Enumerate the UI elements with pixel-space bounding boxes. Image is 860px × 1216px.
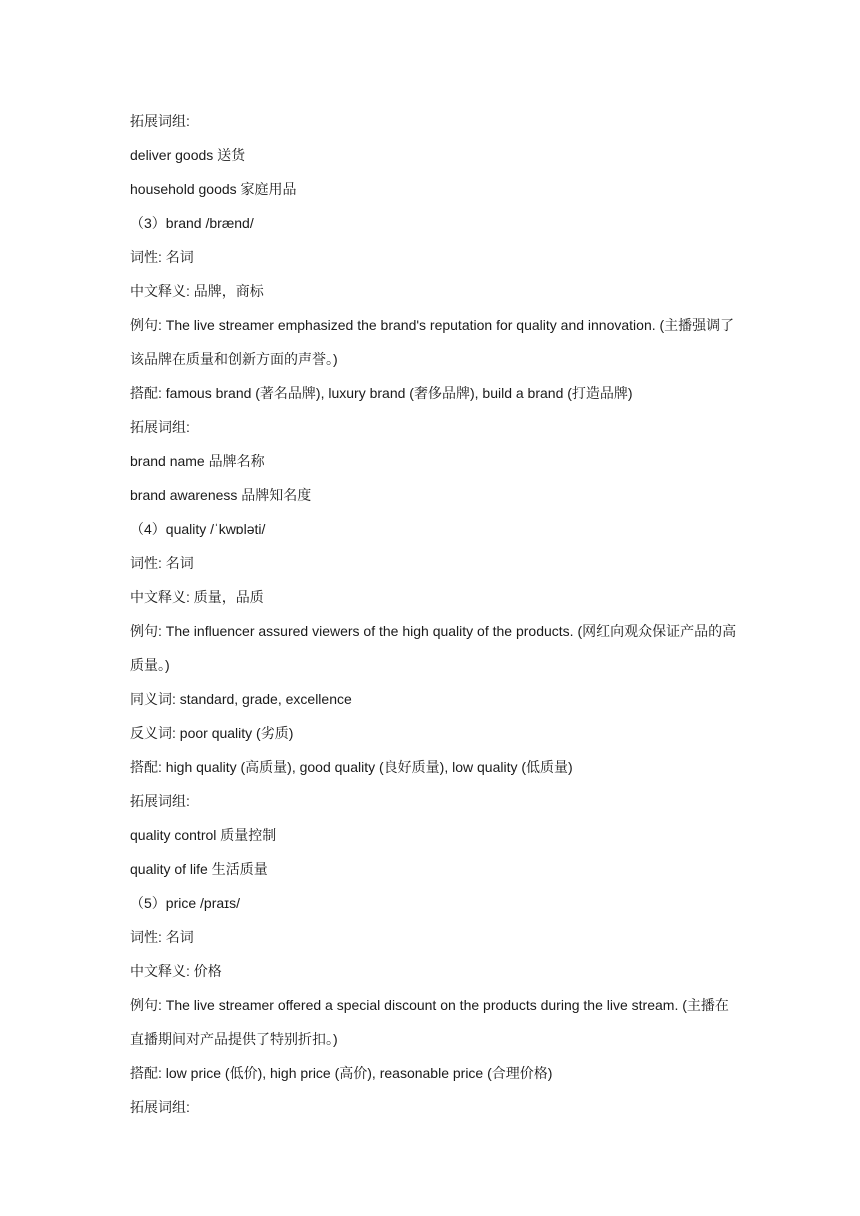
phrase-line: brand awareness 品牌知名度 (130, 487, 312, 503)
chinese-meaning: 中文释义: 品牌，商标 (130, 283, 264, 299)
part-of-speech: 词性: 名词 (130, 929, 194, 945)
document-body (130, 104, 740, 1124)
section-label: 拓展词组: (130, 1099, 190, 1115)
section-label: 拓展词组: (130, 419, 190, 435)
collocation-line: 搭配: low price (低价), high price (高价), reasonable price (合理价格) (130, 1065, 553, 1081)
collocation-line: 搭配: famous brand (著名品牌), luxury brand (奢侈品牌), build a brand (打造品牌) (130, 385, 633, 401)
word-heading: （4）quality /ˈkwɒləti/ (130, 521, 266, 537)
chinese-meaning: 中文释义: 质量，品质 (130, 589, 264, 605)
section-label: 拓展词组: (130, 793, 190, 809)
example-sentence: 例句: The live streamer offered a special discount on the products during the live stream. (主播在直播期间对产品提供了特别折扣。) (130, 997, 729, 1047)
word-heading: （5）price /praɪs/ (130, 895, 241, 911)
section-label: 拓展词组: (130, 113, 190, 129)
antonym-line: 反义词: poor quality (劣质) (130, 725, 294, 741)
phrase-line: brand name 品牌名称 (130, 453, 265, 469)
example-sentence: 例句: The influencer assured viewers of the high quality of the products. (网红向观众保证产品的高质量。) (130, 623, 737, 673)
part-of-speech: 词性: 名词 (130, 249, 194, 265)
phrase-line: household goods 家庭用品 (130, 181, 297, 197)
chinese-meaning: 中文释义: 价格 (130, 963, 222, 979)
phrase-line: quality of life 生活质量 (130, 861, 268, 877)
synonym-line: 同义词: standard, grade, excellence (130, 691, 352, 707)
phrase-line: deliver goods 送货 (130, 147, 246, 163)
word-heading: （3）brand /brænd/ (130, 215, 254, 231)
phrase-line: quality control 质量控制 (130, 827, 277, 843)
part-of-speech: 词性: 名词 (130, 555, 194, 571)
example-sentence: 例句: The live streamer emphasized the brand's reputation for quality and innovation. (主播强调了该品牌在质量和创新方面的声誉。) (130, 317, 735, 367)
collocation-line: 搭配: high quality (高质量), good quality (良好质量), low quality (低质量) (130, 759, 573, 775)
